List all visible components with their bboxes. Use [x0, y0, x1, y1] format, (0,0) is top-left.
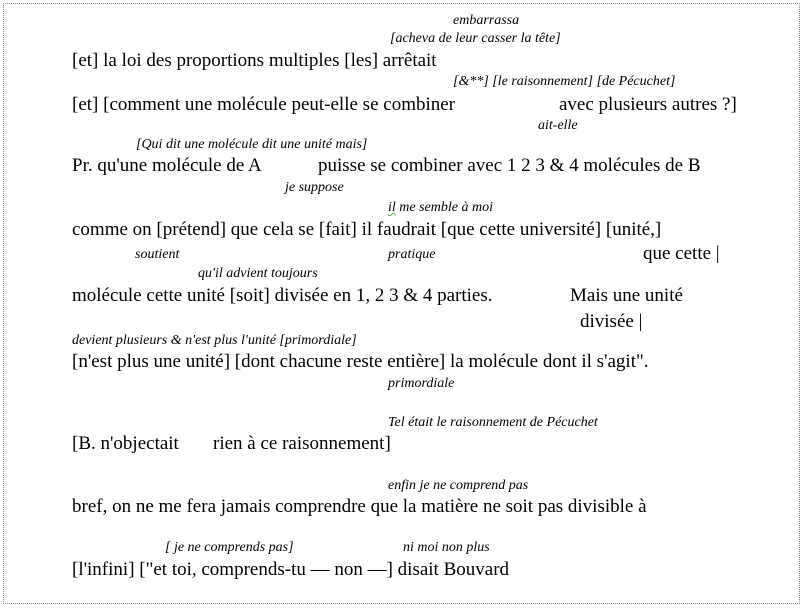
annotation-primordiale: primordiale — [388, 376, 455, 391]
annotation-je-suppose: je suppose — [285, 180, 344, 195]
manuscript-line-6b: Mais une unité — [570, 285, 683, 306]
manuscript-line-11: [l'infini] ["et toi, comprends-tu — non —] disait Bouvard — [72, 559, 510, 580]
manuscript-line-2b: avec plusieurs autres ?] — [559, 94, 737, 115]
manuscript-line-6a: molécule cette unité [soit] divisée en 1, 2 3 & 4 parties. — [72, 285, 493, 306]
manuscript-line-8: [n'est plus une unité] [dont chacune reste entière] la molécule dont il s'agit". — [72, 351, 649, 372]
annotation-devient-plusieurs: devient plusieurs & n'est plus l'unité [primordiale] — [72, 333, 357, 348]
annotation-me-semble: me semble à moi — [395, 200, 493, 215]
annotation-tel-etait: Tel était le raisonnement de Pécuchet — [388, 415, 598, 430]
manuscript-line-10: bref, on ne me fera jamais comprendre que la matière ne soit pas divisible à — [72, 496, 647, 517]
annotation-soutient: soutient — [135, 247, 180, 262]
manuscript-line-7: divisée | — [580, 311, 643, 332]
annotation-embarrassa: embarrassa — [453, 13, 520, 28]
manuscript-line-3b: puisse se combiner avec 1 2 3 & 4 molécules de B — [318, 155, 701, 176]
manuscript-line-9a: [B. n'objectait — [72, 433, 179, 454]
manuscript-line-2a: [et] [comment une molécule peut-elle se combiner — [72, 94, 456, 115]
annotation-raisonnement: [&**] [le raisonnement] [de Pécuchet] — [453, 74, 676, 89]
manuscript-line-9b: rien à ce raisonnement] — [213, 433, 391, 454]
annotation-ait-elle: ait-elle — [538, 118, 578, 133]
annotation-je-ne-comprends: [ je ne comprends pas] — [165, 540, 294, 555]
manuscript-line-4: comme on [prétend] que cela se [fait] il faudrait [que cette université] [unité,] — [72, 219, 662, 240]
annotation-enfin: enfin je ne comprend pas — [388, 478, 529, 493]
annotation-acheva: [acheva de leur casser la tête] — [390, 31, 561, 46]
annotation-qui-dit: [Qui dit une molécule dit une unité mais] — [136, 137, 368, 152]
annotation-qu-il-advient: qu'il advient toujours — [198, 266, 318, 281]
annotation-il-me-semble — [388, 200, 493, 216]
manuscript-line-1: [et] la loi des proportions multiples [les] arrêtait — [72, 50, 437, 71]
manuscript-line-3a: Pr. qu'une molécule de A — [72, 155, 262, 176]
manuscript-line-5: que cette | — [643, 243, 720, 264]
annotation-pratique: pratique — [388, 247, 436, 262]
annotation-il-word: il — [388, 200, 396, 215]
annotation-ni-moi: ni moi non plus — [403, 540, 490, 555]
